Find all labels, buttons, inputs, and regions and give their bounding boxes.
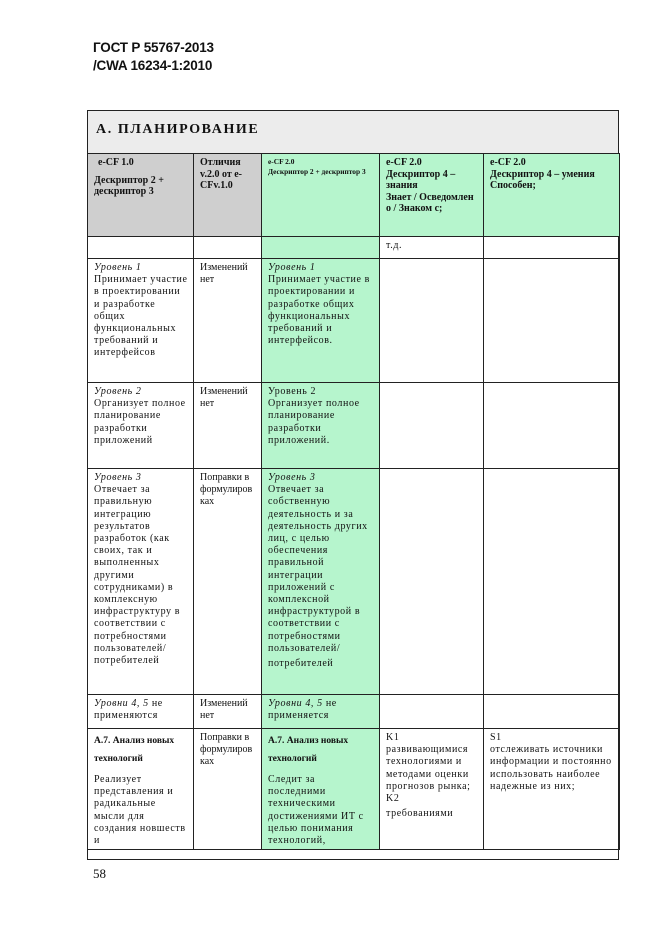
level-label: Уровень 2	[94, 386, 142, 397]
standard-cwa-number: /CWA 16234-1:2010	[93, 58, 213, 73]
level-label: Уровни 4, 5	[268, 698, 323, 709]
header-ecf1: e-CF 1.0 Дескриптор 2 + дескриптор 3	[88, 154, 194, 237]
level-label: Уровень 1	[268, 262, 316, 273]
knowledge-code: K2	[386, 793, 400, 805]
level-label: Уровни 4, 5	[94, 698, 149, 709]
competence-title: А.7. Анализ новых технологий	[94, 736, 175, 764]
skill-code: S1	[490, 732, 502, 743]
page-number: 58	[93, 866, 106, 881]
header-row	[88, 154, 620, 237]
competence-title: А.7. Анализ новых технологий	[268, 736, 349, 764]
competence-table	[87, 153, 620, 850]
level-label: Уровень 3	[268, 472, 316, 483]
header-ecf2-descriptor23: e-CF 2.0 Дескриптор 2 + дескриптор 3	[262, 154, 380, 237]
header-ecf2-knowledge: e-CF 2.0 Дескриптор 4 – знания Знает / Осведомлен о / Знаком с;	[380, 154, 484, 237]
table-row: Уровень 1 Принимает участие в проектировании и разработке общих функциональных требований и интерфейсов Изменений нет Уровень 1 Принимает участие в проектировании и разработке общих функциональных требований и интерфейсов.	[88, 259, 620, 383]
section-title: А. ПЛАНИРОВАНИЕ	[96, 122, 260, 137]
table-row: Уровень 2 Организует полное планирование разработки приложений Изменений нет Уровень 2 Организует полное планирование разработки приложений.	[88, 383, 620, 469]
level-label: Уровень 2	[268, 386, 317, 397]
etc-cell: т.д.	[380, 237, 484, 259]
level-label: Уровень 1	[94, 262, 142, 273]
section-title-band	[87, 110, 619, 153]
standard-number: ГОСТ Р 55767-2013	[93, 40, 214, 55]
level-label: Уровень 3	[94, 472, 142, 483]
document-header	[93, 39, 214, 75]
table-row: Уровень 3 Отвечает за правильную интеграцию результатов разработок (как своих, так и выполненных другими сотрудниками) в комплексную инфраструктуру в соответствии с потребностями пользователей/потребителей Поправки в формулировках Уровень 3 Отвечает за собственную деятельность и за деятельность других лиц, с целью обеспечения правильной интеграции приложений с комплексной инфраструктурой в соответствии с потребностями пользователей/ потребителей	[88, 469, 620, 695]
table-row	[88, 237, 620, 259]
table-row: А.7. Анализ новых технологий Реализует представления и радикальные мысли для создания новшеств и Поправки в формулировках А.7. Анализ новых технологий Следит за последними техническими достижениями ИТ с целью понимания технологий, K1 развивающимися технологиями и методами оценки прогнозов рынка; K2 требованиями S1 отслеживать источники информации и постоянно использовать наиболее надежные из них;	[88, 729, 620, 850]
header-differences: Отличия v.2.0 от e-CFv.1.0	[194, 154, 262, 237]
knowledge-code: K1	[386, 732, 400, 743]
table-row: Уровни 4, 5 не применяются Изменений нет Уровни 4, 5 не применяется	[88, 695, 620, 729]
header-ecf2-skills: e-CF 2.0 Дескриптор 4 – умения Способен;	[484, 154, 620, 237]
